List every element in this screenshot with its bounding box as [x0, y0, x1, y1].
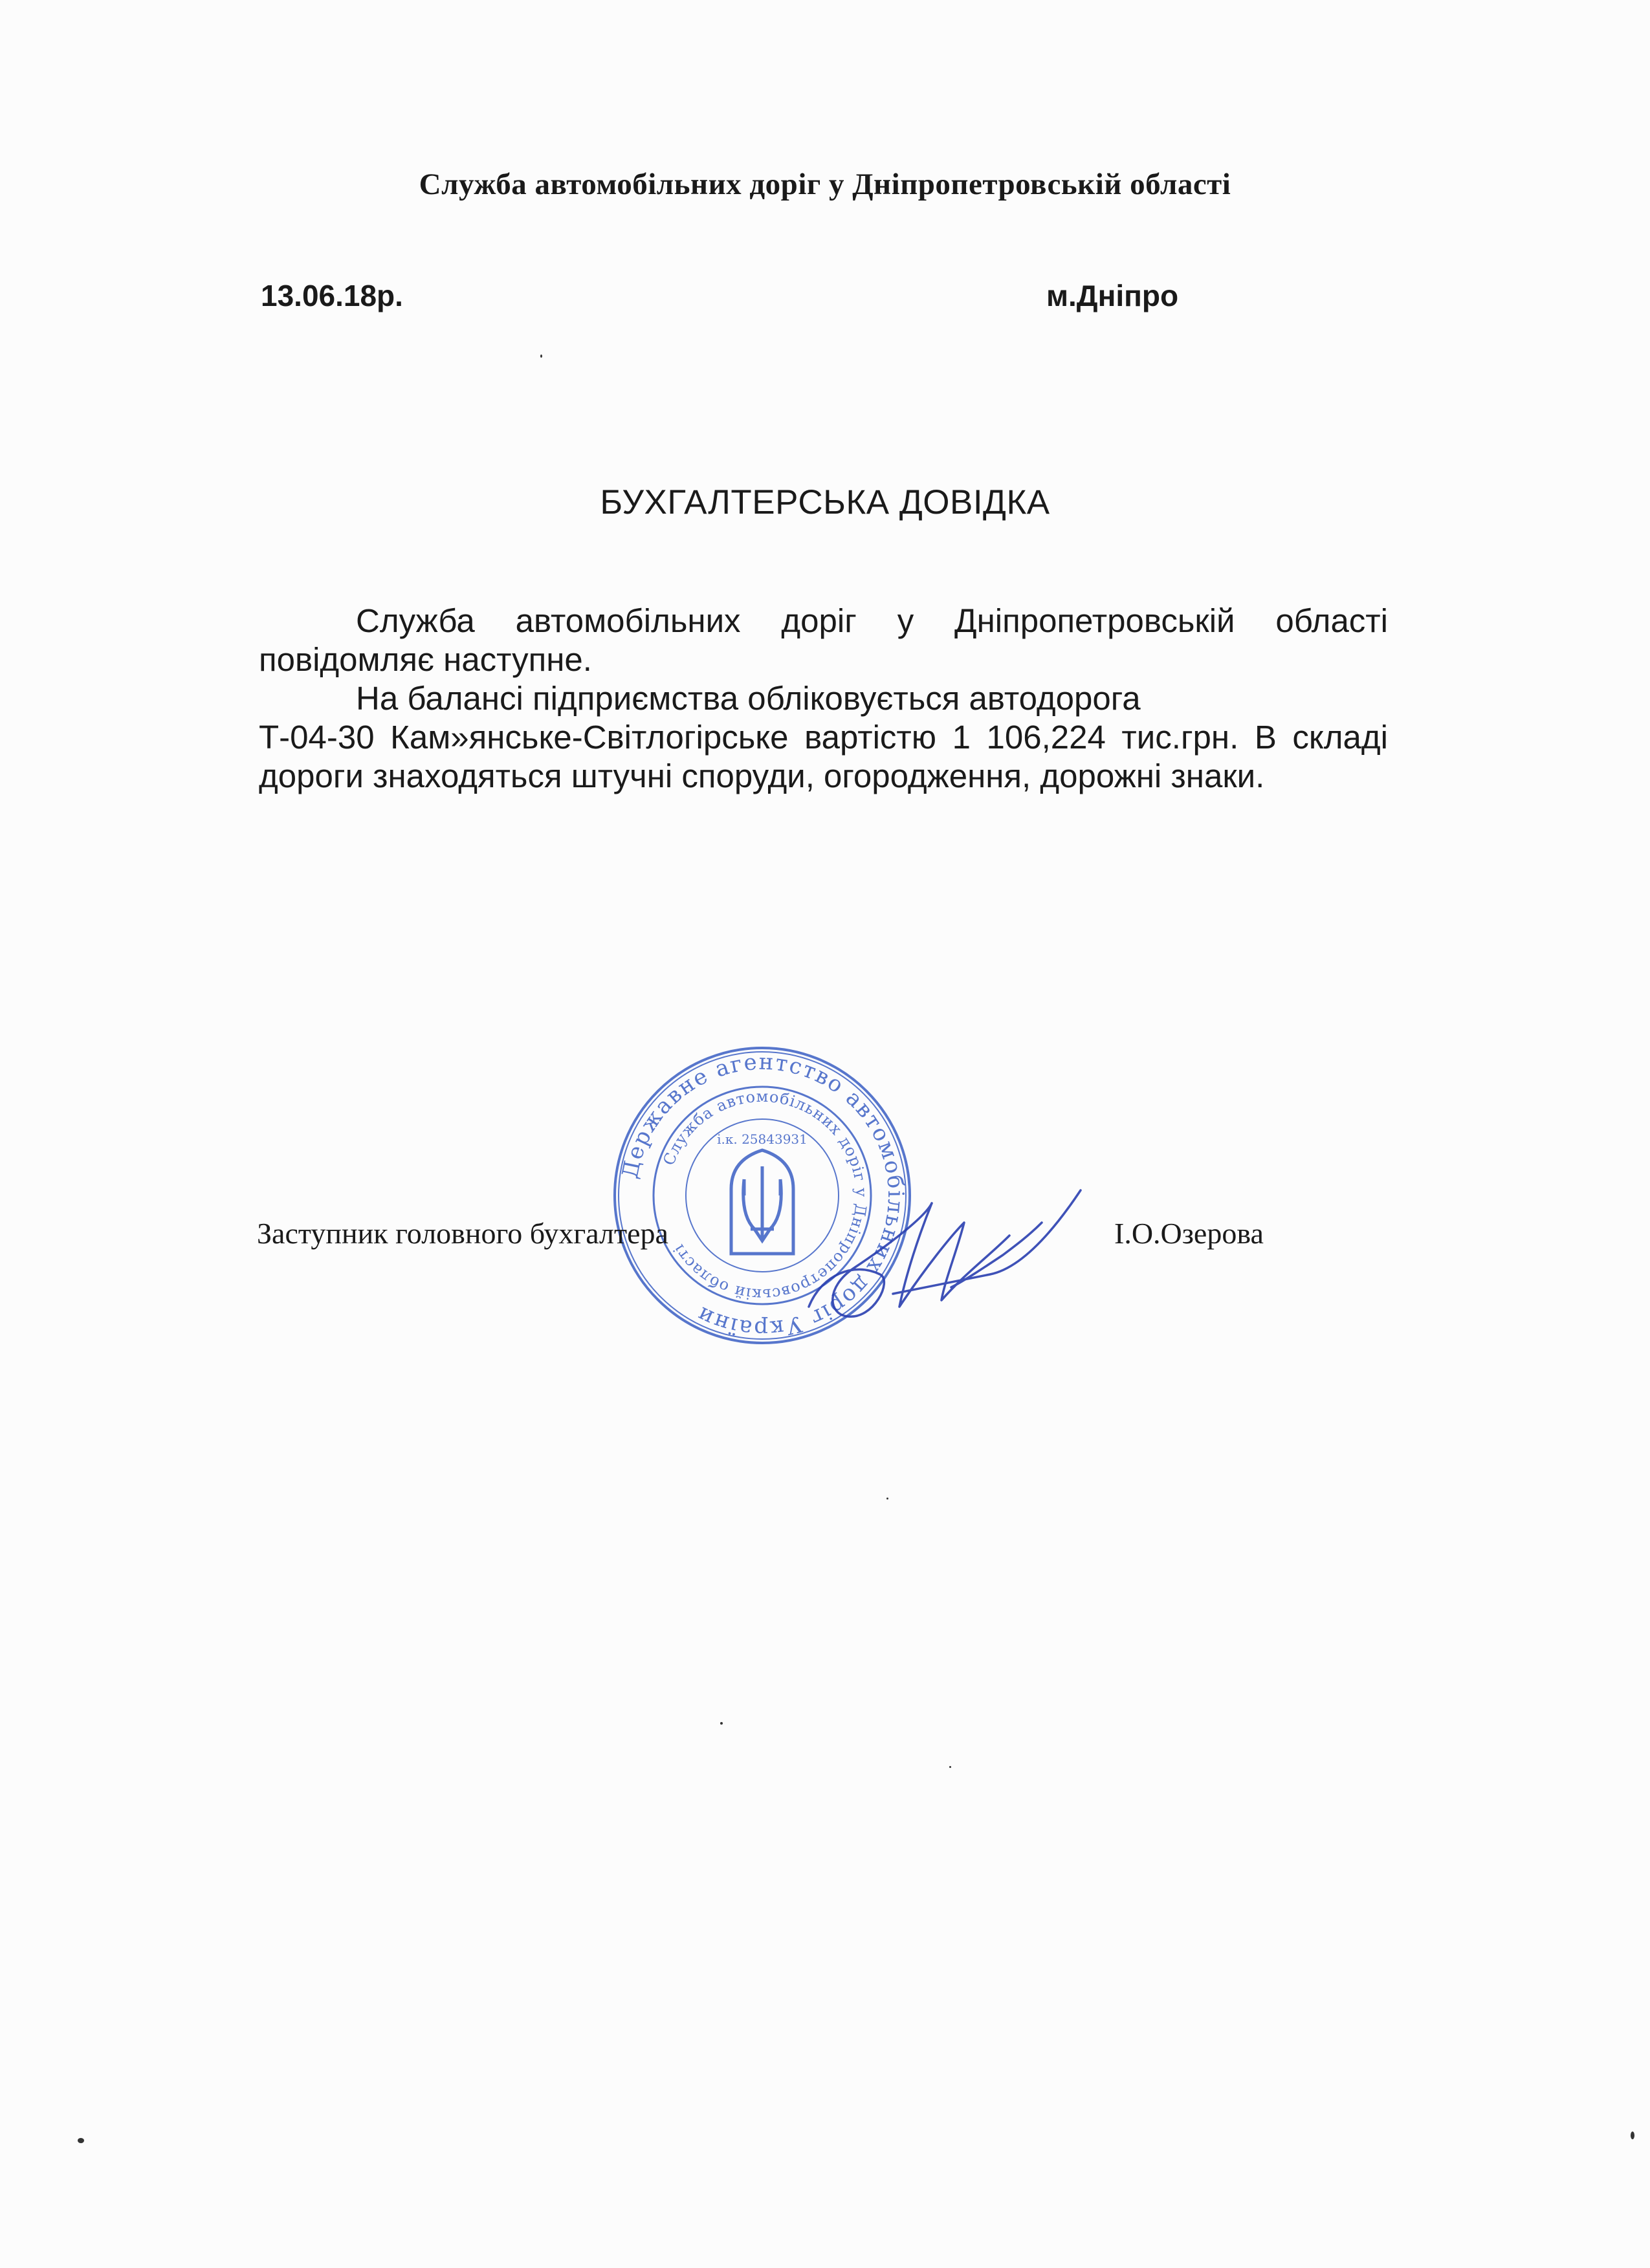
body-paragraph-2-rest: Т-04-30 Кам»янське-Світлогірське вартістю 1 106,224 тис.грн. В складі дороги знаходяться штучні споруди, огородження, дорожні знаки. [259, 719, 1388, 794]
body-paragraph-2 [259, 679, 1388, 796]
body-paragraph-1: Служба автомобільних доріг у Дніпропетровській області повідомляє наступне. [259, 602, 1388, 678]
document-title: БУХГАЛТЕРСЬКА ДОВІДКА [600, 483, 1050, 521]
scan-speck [949, 1766, 951, 1768]
signer-name: І.О.Озерова [1114, 1217, 1264, 1250]
document-city: м.Дніпро [1046, 279, 1179, 312]
handwritten-signature [796, 1177, 1094, 1333]
stamp-code: і.к. 25843931 [717, 1131, 808, 1147]
trident-emblem-icon [731, 1150, 793, 1254]
stamp-outer-text: Державне агентство автомобільних доріг України [617, 1049, 909, 1342]
body-paragraph-2-line-1: На балансі підприємства обліковується автодорога [356, 680, 1141, 717]
stamp-inner-text: Служба автомобільних доріг у Дніпропетровській області [659, 1087, 871, 1304]
document-date: 13.06.18р. [261, 279, 403, 312]
scan-speck [1631, 2132, 1634, 2139]
scan-speck [886, 1498, 888, 1499]
organization-header: Служба автомобільних доріг у Дніпропетровській області [419, 168, 1231, 201]
document-body [259, 602, 1388, 796]
scan-speck [78, 2138, 84, 2143]
scan-speck [720, 1722, 723, 1725]
scan-speck [540, 354, 542, 358]
signer-position: Заступник головного бухгалтера [257, 1217, 668, 1250]
